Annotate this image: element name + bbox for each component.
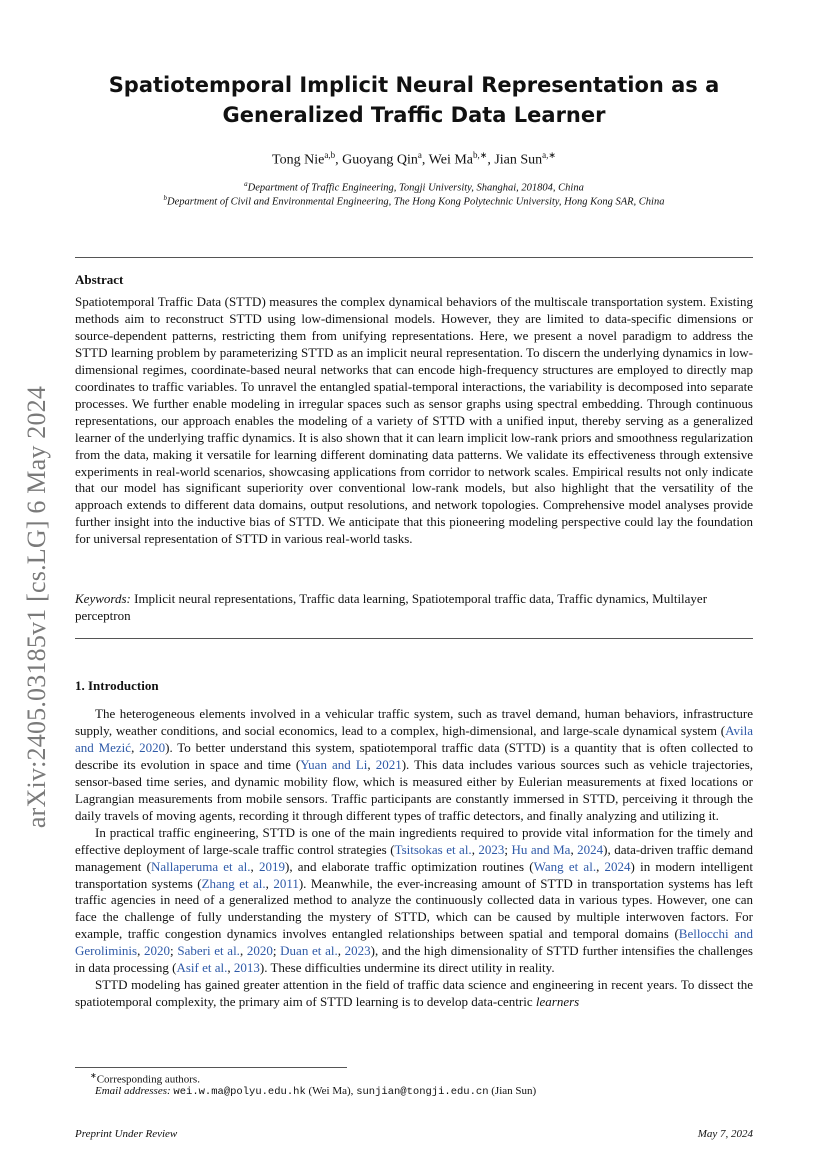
citation-link[interactable]: Wang et al. [533, 858, 597, 874]
citation-link[interactable]: 2023 [478, 841, 505, 857]
section-heading-introduction: 1. Introduction [75, 678, 159, 693]
email-link-jian-sun[interactable]: sunjian@tongji.edu.cn [356, 1086, 489, 1098]
affiliation-text: Department of Civil and Environmental Engineering, The Hong Kong Polytechnic University, Hong Kong SAR, China [167, 196, 665, 208]
author-name: Guoyang Qin [342, 152, 418, 168]
citation-link[interactable]: 2020 [144, 943, 171, 959]
email-label: Email addresses: [95, 1085, 171, 1097]
author-sup: a,b [324, 150, 336, 160]
citation-link[interactable]: 2019 [258, 858, 285, 874]
keywords-text: Implicit neural representations, Traffic data learning, Spatiotemporal traffic data, Traffic dynamics, Multilayer perceptron [75, 591, 708, 623]
citation-link[interactable]: Hu and Ma [511, 841, 571, 857]
citation-link[interactable]: 2024 [577, 841, 604, 857]
author-name: Wei Ma [428, 152, 474, 168]
citation-link[interactable]: 2023 [344, 943, 371, 959]
footnote-emails [95, 1085, 536, 1098]
citation-link[interactable]: Yuan and Li [300, 756, 368, 772]
intro-paragraph-3 [75, 977, 753, 1011]
abstract-heading: Abstract [75, 272, 124, 287]
affiliation-text: Department of Traffic Engineering, Tongji University, Shanghai, 201804, China [247, 182, 584, 194]
citation-link[interactable]: Avila and Mezić [75, 722, 753, 755]
citation-link[interactable]: 2020 [246, 943, 273, 959]
intro-paragraph-3-text: STTD modeling has gained greater attention in the field of traffic data science and engineering in recent years. To dissect the spatiotemporal complexity, the primary aim of STTD learning is to develop data-centric [75, 977, 753, 1010]
citation-link[interactable]: Nallaperuma et al. [150, 858, 251, 874]
abstract-bottom-rule [75, 638, 753, 639]
citation-link[interactable]: Zhang et al. [201, 875, 266, 891]
intro-paragraph-1: The heterogeneous elements involved in a vehicular traffic system, such as travel demand, human behaviors, infrastructure supply, weather conditions, and social economics, lead to a complex, high-dimensional, and large-scale dynamical system (Avila and Mezić, 2020). To better understand this system, spatiotemporal traffic data (STTD) is a quantity that is often collected to describe its evolution in space and time (Yuan and Li, 2021). This data includes various sources such as vehicle trajectories, sensor-based time series, and dynamic mobility flow, which is measured either by Eulerian measurements at fixed locations or Lagrangian measurements from mobile sensors. Traffic participants are constantly immersed in STTD, perceiving it through the daily travels of moving agents, recording it through different types of traffic detectors, and finally analyzing and utilizing it. [75, 706, 754, 823]
title-line-2: Generalized Traffic Data Learner [222, 103, 606, 127]
author-sup: a [417, 150, 422, 160]
title-line-1: Spatiotemporal Implicit Neural Representation as a [108, 73, 720, 97]
footnote-text: Corresponding authors. [96, 1073, 200, 1086]
footnote-mark: ∗ [90, 1071, 97, 1080]
citation-link[interactable]: 2013 [233, 960, 260, 976]
paper-title [75, 70, 753, 130]
citation-link[interactable]: Bellocchi and Geroliminis [75, 926, 753, 959]
arxiv-stamp [22, 362, 52, 852]
citation-link[interactable]: Saberi et al. [177, 943, 240, 959]
abstract-top-rule [75, 257, 753, 258]
email-owner: (Wei Ma), [308, 1085, 354, 1097]
intro-paragraph-3-emph: learners [535, 994, 580, 1010]
author-list: Tong Nie$^{a,b}$, Guoyang Qin$^a$, Wei $Ma^{b,∗}$, Jian Sun$^{a,∗}$ [272, 150, 556, 168]
affiliation-b [75, 194, 753, 208]
author-sup: b,∗ [473, 150, 488, 160]
introduction-body [75, 706, 753, 1011]
citation-link[interactable]: 2020 [139, 739, 166, 755]
citation-link[interactable]: 2011 [273, 875, 299, 891]
citation-link[interactable]: Tsitsokas et al. [394, 841, 472, 857]
affiliation-sup: a [244, 180, 248, 188]
citation-link[interactable]: Duan et al. [280, 943, 338, 959]
affiliation-a [75, 180, 753, 194]
footer-date: May 7, 2024 [697, 1128, 753, 1140]
author-sup: a,∗ [542, 150, 556, 160]
citation-link[interactable]: 2021 [375, 756, 402, 772]
arxiv-stamp-text: arXiv:2405.03185v1 [cs.LG] 6 May 2024 [22, 385, 51, 829]
author-name: Jian Sun [494, 152, 543, 168]
footer-preprint-note: Preprint Under Review [75, 1128, 178, 1140]
email-link-wei-ma[interactable]: wei.w.ma@polyu.edu.hk [173, 1086, 306, 1098]
email-owner: (Jian Sun) [491, 1085, 537, 1097]
intro-paragraph-2: In practical traffic engineering, STTD is one of the main ingredients required to provide vital information for the timely and effective deployment of large-scale traffic control strategies (Tsitsokas et al., 2023; Hu and Ma, 2024), data-driven traffic demand management (Nallaperuma et al., 2019), and elaborate traffic optimization routines (Wang et al., 2024) in modern intelligent transportation systems (Zhang et al., 2011). Meanwhile, the ever-increasing amount of STTD in transportation systems has left traffic agencies in need of a generalized method to analyze the continuously collected data in various types. However, one can face the challenge of fully understanding the mystery of STTD, which can be caused by multiple interwoven factors. For example, traffic congestion dynamics involves entangled relationships between spatial and temporal domains (Bellocchi and Geroliminis, 2020; Saberi et al., 2020; Duan et al., 2023), and the high dimensionality of STTD further intensifies the challenges in data processing (Asif et al., 2013). These difficulties undermine its direct utility in reality. [75, 824, 754, 976]
footnote-rule [75, 1067, 347, 1068]
affiliation-sup: b [163, 194, 168, 202]
keywords [75, 591, 753, 625]
citation-link[interactable]: 2024 [604, 858, 631, 874]
footnote-corresponding [90, 1071, 200, 1086]
keywords-label: Keywords: [75, 591, 131, 606]
citation-link[interactable]: Asif et al. [176, 960, 228, 976]
author-name: Tong Nie [272, 152, 325, 168]
abstract-body: Spatiotemporal Traffic Data (STTD) measures the complex dynamical behaviors of the multiscale transportation system. Existing methods aim to reconstruct STTD using low-dimensional models. However, they are limited to data-specific dimensions or source-dependent patterns, restricting them from unifying representations. Here, we present a novel paradigm to address the STTD learning problem by parameterizing STTD as an implicit neural representation. To discern the underlying dynamics in low-dimensional regimes, coordinate-based neural networks that can encode high-frequency structures are employed to directly map coordinates to traffic variables. To unravel the entangled spatial-temporal interactions, the variability is decomposed into separate processes. We further enable modeling in irregular spaces such as sensor graphs using spectral embedding. Through continuous representations, our approach enables the modeling of a variety of STTD with a unified input, thereby serving as a generalized learner of the underlying traffic dynamics. It is also shown that it can learn implicit low-rank priors and smoothness regularization from the data, making it versatile for learning different dominating data patterns. We validate its effectiveness through extensive experiments in real-world scenarios, showcasing applications from corridor to network scales. Empirical results not only indicate that our model has significant superiority over conventional low-rank models, but also highlight that the versatility of the approach extends to different data domains, output resolutions, and network topologies. Comprehensive model analyses provide further insight into the inductive bias of STTD. We anticipate that this pioneering modeling perspective could lay the foundation for universal representation of STTD in various real-world tasks. [75, 294, 753, 547]
